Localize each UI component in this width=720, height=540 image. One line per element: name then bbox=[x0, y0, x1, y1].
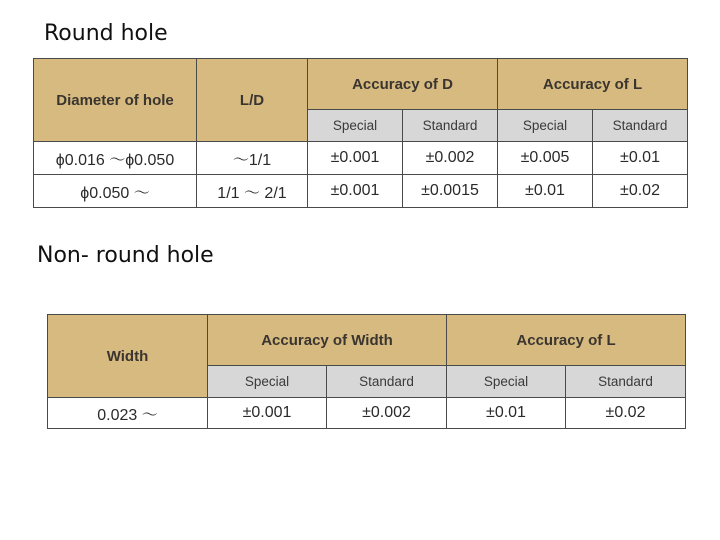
accuracy-width-header: Accuracy of Width bbox=[208, 315, 447, 366]
non-round-hole-table bbox=[47, 314, 686, 429]
diameter-header: Diameter of hole bbox=[34, 59, 197, 142]
table-cell: ϕ0.050 ～ bbox=[34, 175, 197, 208]
accuracy-l-header: Accuracy of L bbox=[498, 59, 688, 110]
table-cell: ±0.01 bbox=[498, 175, 593, 208]
subheader-cell: Special bbox=[498, 110, 593, 142]
table-cell: ～1/1 bbox=[197, 142, 308, 175]
non-round-hole-heading: Non- round hole bbox=[37, 243, 214, 268]
round-hole-heading: Round hole bbox=[44, 21, 168, 46]
subheader-cell: Special bbox=[447, 366, 566, 398]
table-cell: ±0.005 bbox=[498, 142, 593, 175]
table-cell: 1/1 ～ 2/1 bbox=[197, 175, 308, 208]
table-cell: 0.023 ～ bbox=[48, 398, 208, 429]
table-cell: ±0.001 bbox=[308, 142, 403, 175]
table-cell: ±0.002 bbox=[327, 398, 447, 429]
table-row bbox=[34, 175, 688, 208]
table-cell: ±0.01 bbox=[447, 398, 566, 429]
table-row bbox=[34, 142, 688, 175]
ld-header: L/D bbox=[197, 59, 308, 142]
table-cell: ±0.01 bbox=[593, 142, 688, 175]
table-cell: ϕ0.016 ～ϕ0.050 bbox=[34, 142, 197, 175]
subheader-cell: Standard bbox=[566, 366, 686, 398]
table-cell: ±0.02 bbox=[566, 398, 686, 429]
subheader-cell: Standard bbox=[403, 110, 498, 142]
subheader-cell: Special bbox=[208, 366, 327, 398]
round-hole-table bbox=[33, 58, 688, 208]
accuracy-l-header: Accuracy of L bbox=[447, 315, 686, 366]
table-cell: ±0.001 bbox=[308, 175, 403, 208]
header-row bbox=[48, 315, 686, 366]
subheader-cell: Standard bbox=[327, 366, 447, 398]
width-header: Width bbox=[48, 315, 208, 398]
subheader-cell: Standard bbox=[593, 110, 688, 142]
header-row bbox=[34, 59, 688, 110]
table-row bbox=[48, 398, 686, 429]
accuracy-d-header: Accuracy of D bbox=[308, 59, 498, 110]
table-cell: ±0.0015 bbox=[403, 175, 498, 208]
table-cell: ±0.002 bbox=[403, 142, 498, 175]
table-cell: ±0.001 bbox=[208, 398, 327, 429]
subheader-cell: Special bbox=[308, 110, 403, 142]
table-cell: ±0.02 bbox=[593, 175, 688, 208]
